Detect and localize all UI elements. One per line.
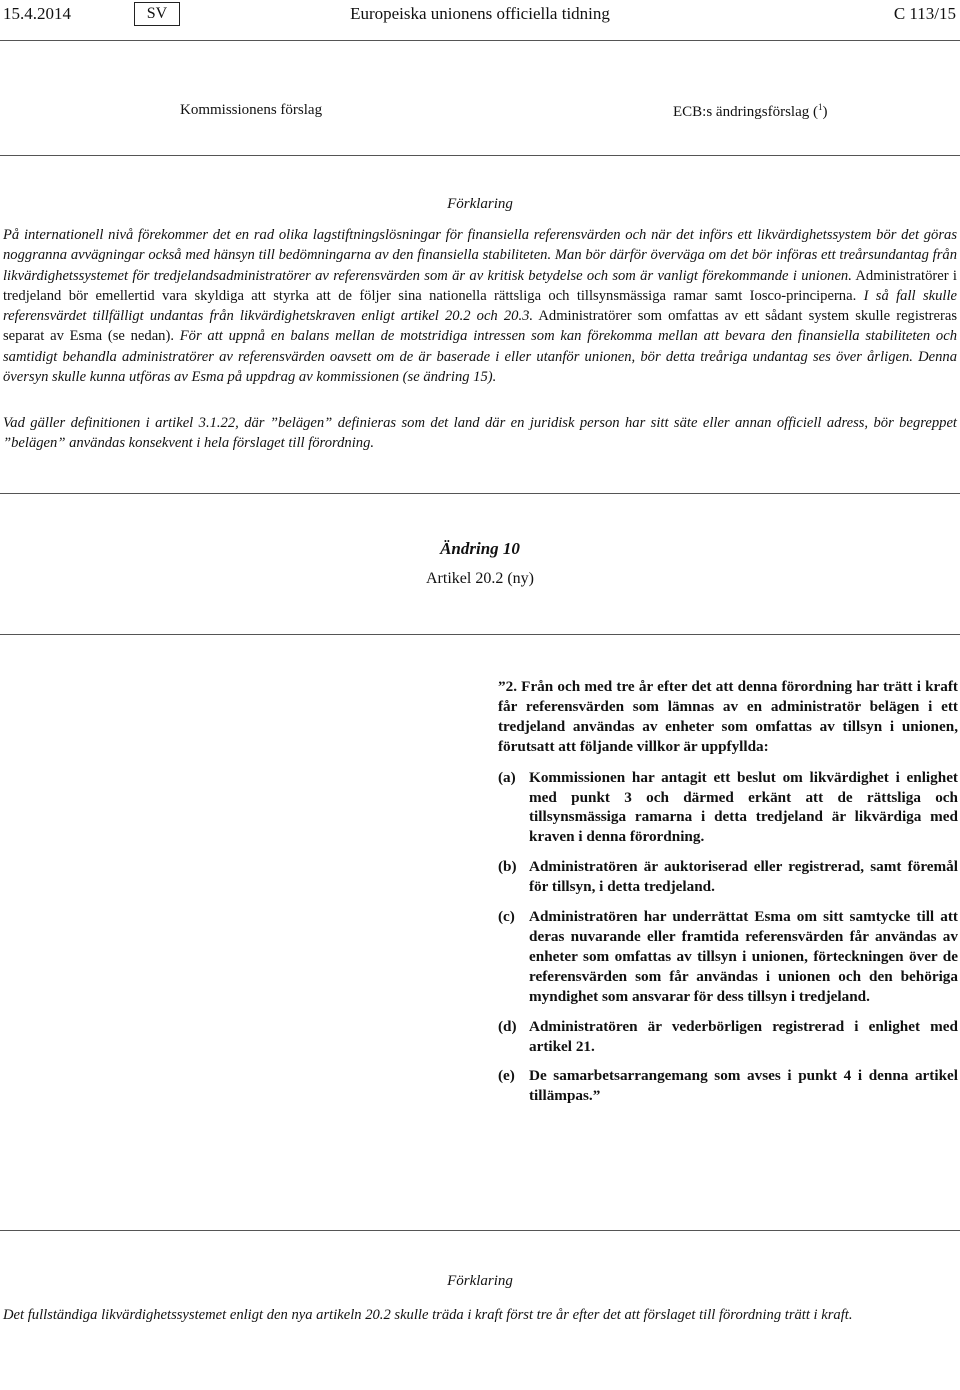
item-text: De samarbetsarrangemang som avses i punkt 4 i denna artikel tillämpas.” — [529, 1067, 958, 1105]
item-text: Administratören är vederbörligen registrerad i enlighet med artikel 21. — [529, 1017, 958, 1055]
column-heading-ecb — [673, 102, 827, 121]
amendment-article: Artikel 20.2 (ny) — [426, 570, 534, 587]
footnote-ref: 1 — [817, 102, 823, 112]
item-text: Administratören har underrättat Esma om sitt samtycke till att deras nuvarande eller framtida referensvärden får användas av enheter som omfattas av tillsyn i unionen, förteckningen över de referensvärden som får användas i unionen och den behöriga myndighet som ansvarar för dess tillsyn i tredjeland. — [529, 908, 958, 1005]
explanation-paragraph-1 — [3, 225, 957, 387]
section-rule-3 — [0, 1230, 960, 1231]
header-rule — [0, 40, 960, 41]
page-header — [0, 0, 960, 34]
item-label: (a) — [498, 768, 516, 786]
section-rule-2 — [0, 634, 960, 635]
column-heading-commission: Kommissionens förslag — [180, 102, 323, 118]
explanation-upright-2: Administratörer som omfattas av ett sådant system skulle registreras separat av Esma (se nedan). — [3, 308, 957, 345]
amendment-item-d — [498, 1017, 958, 1057]
section-rule-1 — [0, 493, 960, 494]
item-label: (d) — [498, 1017, 517, 1035]
explanation-paragraph-3: Det fullständiga likvärdighetssystemet enligt den nya artikeln 20.2 skulle träda i kraft först tre år efter det att förslaget till förordning trätt i kraft. — [3, 1307, 853, 1323]
amendment-item-e — [498, 1066, 958, 1106]
amendment-item-a — [498, 768, 958, 848]
amendment-title: Ändring 10 — [440, 539, 520, 558]
amendment-item-b — [498, 857, 958, 897]
amendment-item-c — [498, 907, 958, 1007]
language-box: SV — [134, 2, 180, 26]
item-label: (e) — [498, 1067, 515, 1085]
explanation-heading-1: Förklaring — [447, 196, 513, 212]
item-label: (c) — [498, 908, 515, 926]
column-heading-ecb-close: ) — [822, 104, 828, 120]
item-text: Administratören är auktoriserad eller registrerad, samt föremål för tillsyn, i detta tredjeland. — [529, 858, 958, 896]
explanation-italic-3: För att uppnå en balans mellan de motstridiga intressen som kan förekomma mellan att bevara den finansiella stabiliteten och samtidigt behandla administratörer av referensvärden oavsett om de är baserade i eller utanför unionen, bör detta treåriga undantag ses över årligen. Denna översyn skulle kunna utföras av Esma på uppdrag av kommissionen (se ändring 15). — [3, 328, 958, 386]
explanation-italic-1: På internationell nivå förekommer det en rad olika lagstiftningslösningar för finansiella referensvärden och när det införs ett likvärdighetssystem bör det göras noggranna avvägningar också med hänsyn till bedömningarna av den finansiella stabiliteten. Man bör därför överväga om det bör införas ett treårsundantag från likvärdighetssystemet för tredjelandsadministratörer av referensvärden som är av kritisk betydelse och som är vanligt förekommande i unionen. — [3, 227, 957, 284]
column-heading-ecb-text: ECB:s ändringsförslag ( — [673, 104, 818, 120]
column-heading-rule — [0, 155, 960, 156]
amendment-text — [498, 677, 958, 1106]
amendment-intro: ”2. Från och med tre år efter det att denna förordning har trätt i kraft får referensvärden som lämnas av en administratör belägen i ett tredjeland användas av enheter som omfattas av tillsyn i unionen, förutsatt att följande villkor är uppfyllda: — [498, 678, 958, 755]
explanation-upright-1: Administratörer i tredjeland bör emellertid vara skyldiga att styrka att de följer sina nationella rättsliga och tillsynsmässiga ramar samt Iosco-principerna. — [3, 267, 957, 304]
item-text: Kommissionen har antagit ett beslut om likvärdighet i enlighet med punkt 3 och därmed erkänt att de rättsliga och tillsynsmässiga ramarna i detta tredjeland är likvärdiga med kraven i denna förordning. — [529, 768, 958, 846]
explanation-paragraph-2: Vad gäller definitionen i artikel 3.1.22, där ”belägen” definieras som det land där en juridisk person har sitt säte eller annan officiell adress, bör begreppet ”belägen” användas konsekvent i hela förslaget till förordning. — [3, 415, 957, 452]
journal-title: Europeiska unionens officiella tidning — [350, 4, 610, 23]
header-date: 15.4.2014 — [3, 4, 71, 23]
item-label: (b) — [498, 858, 517, 876]
explanation-italic-2: I så fall skulle referensvärdet tillfälligt undantas från likvärdighetskraven enligt artikel 20.2 och 20.3. — [3, 287, 957, 325]
page-number: C 113/15 — [893, 4, 956, 23]
explanation-heading-2: Förklaring — [447, 1273, 513, 1289]
